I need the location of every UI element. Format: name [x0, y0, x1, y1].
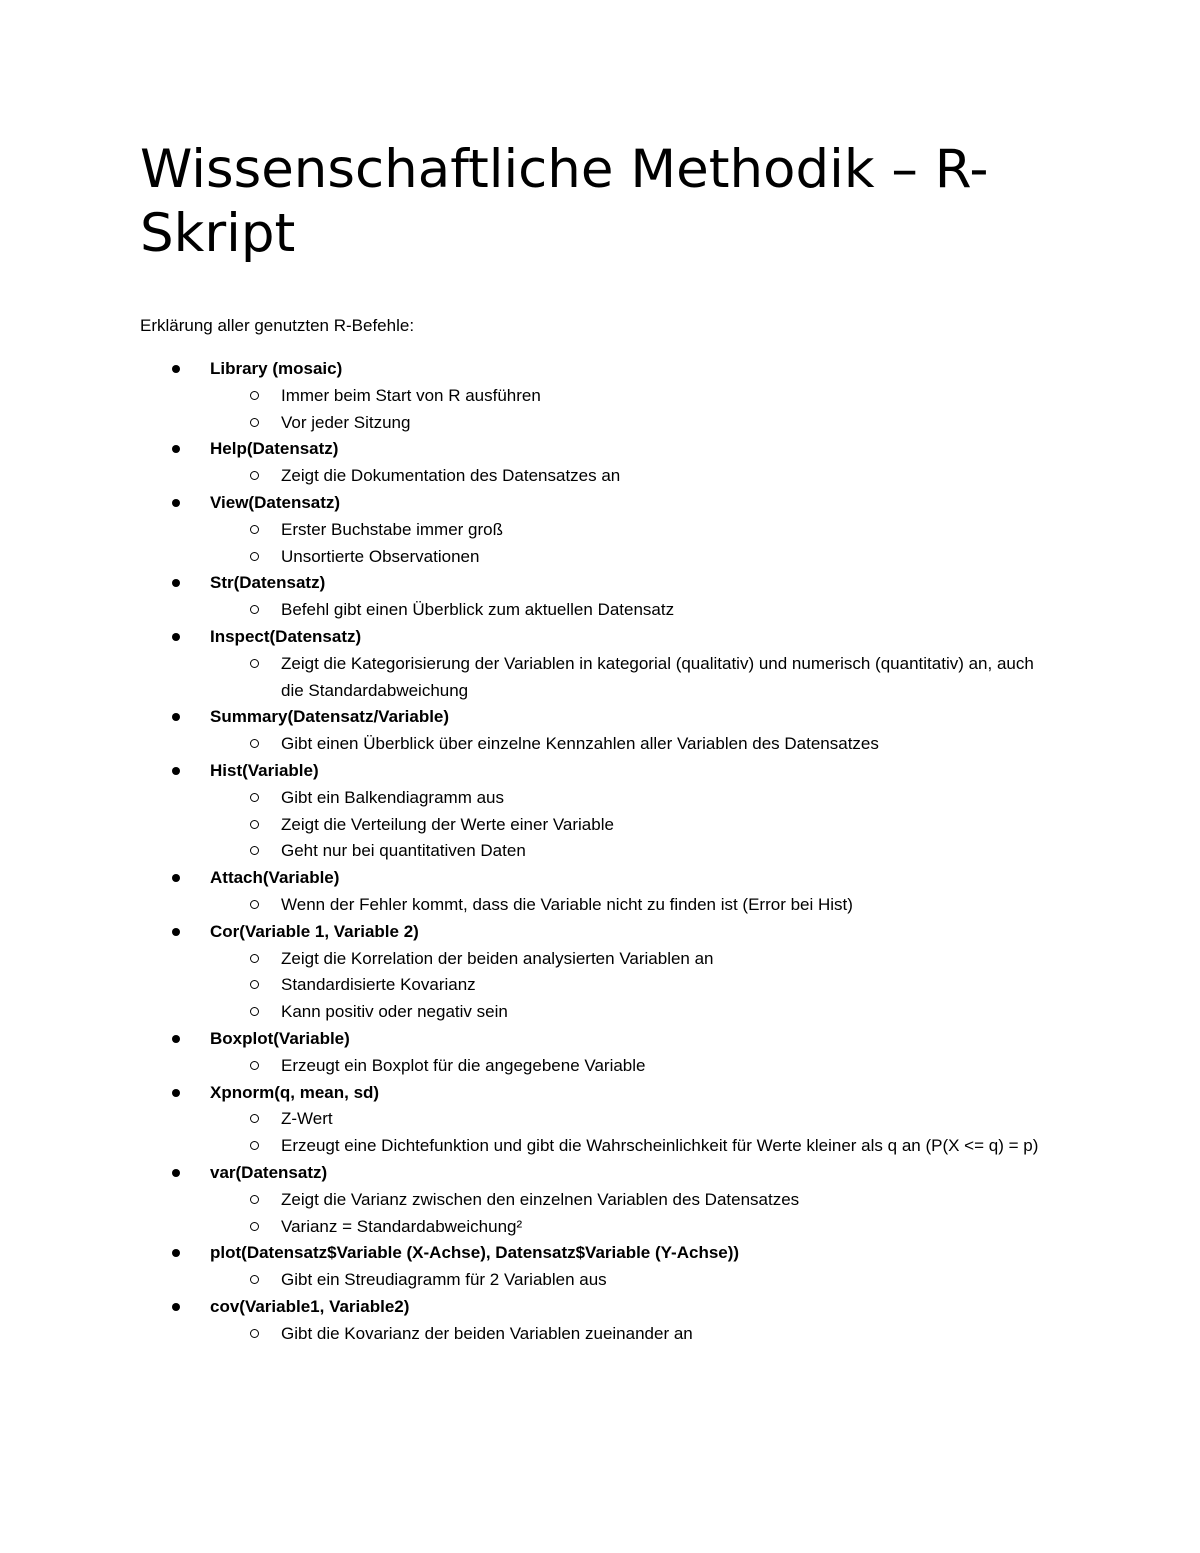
command-note-text: Befehl gibt einen Überblick zum aktuellen Datensatz [281, 600, 675, 620]
bullet-circle-icon [250, 954, 259, 963]
command-note-text: Zeigt die Verteilung der Werte einer Variable [281, 814, 614, 834]
command-notes [210, 1053, 1060, 1080]
command-item [140, 624, 1060, 704]
command-note-text: Unsortierte Observationen [281, 546, 480, 566]
bullet-circle-icon [250, 1007, 259, 1016]
bullet-dot-icon [172, 1303, 180, 1311]
command-notes [210, 1106, 1060, 1160]
command-note-text: Zeigt die Varianz zwischen den einzelnen Variablen des Datensatzes [281, 1189, 800, 1209]
bullet-circle-icon [250, 1329, 259, 1338]
command-note-item [210, 838, 1060, 865]
title-line-1: Wissenschaftliche Methodik – R- [140, 139, 989, 200]
command-item [140, 865, 1060, 919]
command-note-item [210, 383, 1060, 410]
bullet-dot-icon [172, 928, 180, 936]
command-note-text: Z-Wert [281, 1109, 333, 1129]
bullet-circle-icon [250, 605, 259, 614]
bullet-circle-icon [250, 659, 259, 668]
command-note-item [210, 597, 1060, 624]
command-note-item [210, 410, 1060, 437]
command-item [140, 356, 1060, 436]
bullet-dot-icon [172, 445, 180, 453]
command-notes [210, 383, 1060, 437]
bullet-dot-icon [172, 1169, 180, 1177]
bullet-dot-icon [172, 1035, 180, 1043]
command-notes [210, 597, 1060, 624]
command-note-item [210, 946, 1060, 973]
command-name: cov(Variable1, Variable2) [210, 1296, 410, 1316]
intro-text: Erklärung aller genutzten R-Befehle: [140, 316, 415, 335]
command-notes [210, 517, 1060, 571]
bullet-circle-icon [250, 418, 259, 427]
command-note-text: Gibt einen Überblick über einzelne Kennzahlen aller Variablen des Datensatzes [281, 734, 879, 754]
command-note-item [210, 463, 1060, 490]
command-notes [210, 1187, 1060, 1241]
command-note-text: Zeigt die Korrelation der beiden analysierten Variablen an [281, 948, 714, 968]
bullet-circle-icon [250, 846, 259, 855]
command-note-item [210, 999, 1060, 1026]
bullet-circle-icon [250, 1222, 259, 1231]
command-notes [210, 1321, 1060, 1348]
bullet-dot-icon [172, 1249, 180, 1257]
command-note-item [210, 1187, 1060, 1214]
command-note-text: Geht nur bei quantitativen Daten [281, 841, 526, 861]
command-note-item [210, 544, 1060, 571]
command-note-item [210, 1133, 1060, 1160]
command-note-item [210, 972, 1060, 999]
command-note-text: Standardisierte Kovarianz [281, 975, 476, 995]
command-name: Boxplot(Variable) [210, 1028, 350, 1048]
command-note-text: Gibt ein Streudiagramm für 2 Variablen aus [281, 1270, 607, 1290]
command-notes [210, 463, 1060, 490]
bullet-circle-icon [250, 739, 259, 748]
command-note-text: Immer beim Start von R ausführen [281, 385, 541, 405]
command-note-text: Zeigt die Dokumentation des Datensatzes an [281, 466, 621, 486]
command-name: Cor(Variable 1, Variable 2) [210, 921, 419, 941]
command-name: Inspect(Datensatz) [210, 626, 362, 646]
bullet-dot-icon [172, 499, 180, 507]
bullet-circle-icon [250, 471, 259, 480]
command-name: Hist(Variable) [210, 760, 319, 780]
bullet-circle-icon [250, 1114, 259, 1123]
bullet-circle-icon [250, 1061, 259, 1070]
bullet-circle-icon [250, 820, 259, 829]
command-item [140, 570, 1060, 624]
command-item [140, 1160, 1060, 1240]
command-note-item [210, 1106, 1060, 1133]
command-name: plot(Datensatz$Variable (X-Achse), Datensatz$Variable (Y-Achse)) [210, 1243, 740, 1263]
command-item [140, 1240, 1060, 1294]
command-note-text: Gibt die Kovarianz der beiden Variablen zueinander an [281, 1323, 693, 1343]
command-notes [210, 946, 1060, 1026]
command-item [140, 1080, 1060, 1160]
bullet-dot-icon [172, 365, 180, 373]
bullet-circle-icon [250, 900, 259, 909]
command-name: Help(Datensatz) [210, 439, 339, 459]
command-item [140, 704, 1060, 758]
command-item [140, 1294, 1060, 1348]
command-name: Str(Datensatz) [210, 573, 326, 593]
command-item [140, 1026, 1060, 1080]
bullet-dot-icon [172, 579, 180, 587]
command-note-text: Erzeugt ein Boxplot für die angegebene Variable [281, 1055, 646, 1075]
command-list [140, 356, 1060, 1347]
bullet-dot-icon [172, 633, 180, 641]
bullet-circle-icon [250, 1195, 259, 1204]
command-item [140, 490, 1060, 570]
command-note-item [210, 1267, 1060, 1294]
command-note-item [210, 1053, 1060, 1080]
command-notes [210, 892, 1060, 919]
bullet-dot-icon [172, 713, 180, 721]
command-name: Xpnorm(q, mean, sd) [210, 1082, 380, 1102]
command-item [140, 436, 1060, 490]
command-notes [210, 1267, 1060, 1294]
bullet-dot-icon [172, 874, 180, 882]
bullet-circle-icon [250, 793, 259, 802]
bullet-circle-icon [250, 525, 259, 534]
command-note-item [210, 1321, 1060, 1348]
command-name: Attach(Variable) [210, 868, 340, 888]
command-note-item [210, 785, 1060, 812]
bullet-dot-icon [172, 1089, 180, 1097]
command-note-text: Gibt ein Balkendiagramm aus [281, 787, 505, 807]
command-note-item [210, 517, 1060, 544]
bullet-circle-icon [250, 980, 259, 989]
command-note-text: Varianz = Standardabweichung² [281, 1216, 523, 1236]
command-note-item [210, 892, 1060, 919]
command-note-item [210, 731, 1060, 758]
command-notes [210, 651, 1060, 705]
bullet-circle-icon [250, 552, 259, 561]
command-note-item [210, 1214, 1060, 1241]
command-note-item [210, 812, 1060, 839]
command-note-text: Erzeugt eine Dichtefunktion und gibt die Wahrscheinlichkeit für Werte kleiner als q an (P(X <= q) = p) [281, 1136, 1039, 1156]
command-name: Summary(Datensatz/Variable) [210, 707, 450, 727]
command-note-text: Wenn der Fehler kommt, dass die Variable nicht zu finden ist (Error bei Hist) [281, 894, 853, 914]
command-notes [210, 785, 1060, 865]
command-name: View(Datensatz) [210, 492, 341, 512]
command-note-text: Kann positiv oder negativ sein [281, 1002, 508, 1022]
bullet-circle-icon [250, 1275, 259, 1284]
command-item [140, 919, 1060, 1026]
bullet-dot-icon [172, 767, 180, 775]
command-name: var(Datensatz) [210, 1162, 328, 1182]
command-note-text: Zeigt die Kategorisierung der Variablen in kategorial (qualitativ) und numerisch (quantitativ) an, auch die Standardabweichung [281, 653, 1034, 700]
bullet-circle-icon [250, 1141, 259, 1150]
title-line-2: Skript [140, 203, 296, 264]
command-note-text: Erster Buchstabe immer groß [281, 519, 504, 539]
command-note-item [210, 651, 1060, 705]
document-title [140, 138, 1040, 266]
bullet-circle-icon [250, 391, 259, 400]
command-note-text: Vor jeder Sitzung [281, 412, 411, 432]
command-notes [210, 731, 1060, 758]
command-item [140, 758, 1060, 865]
command-name: Library (mosaic) [210, 359, 343, 378]
